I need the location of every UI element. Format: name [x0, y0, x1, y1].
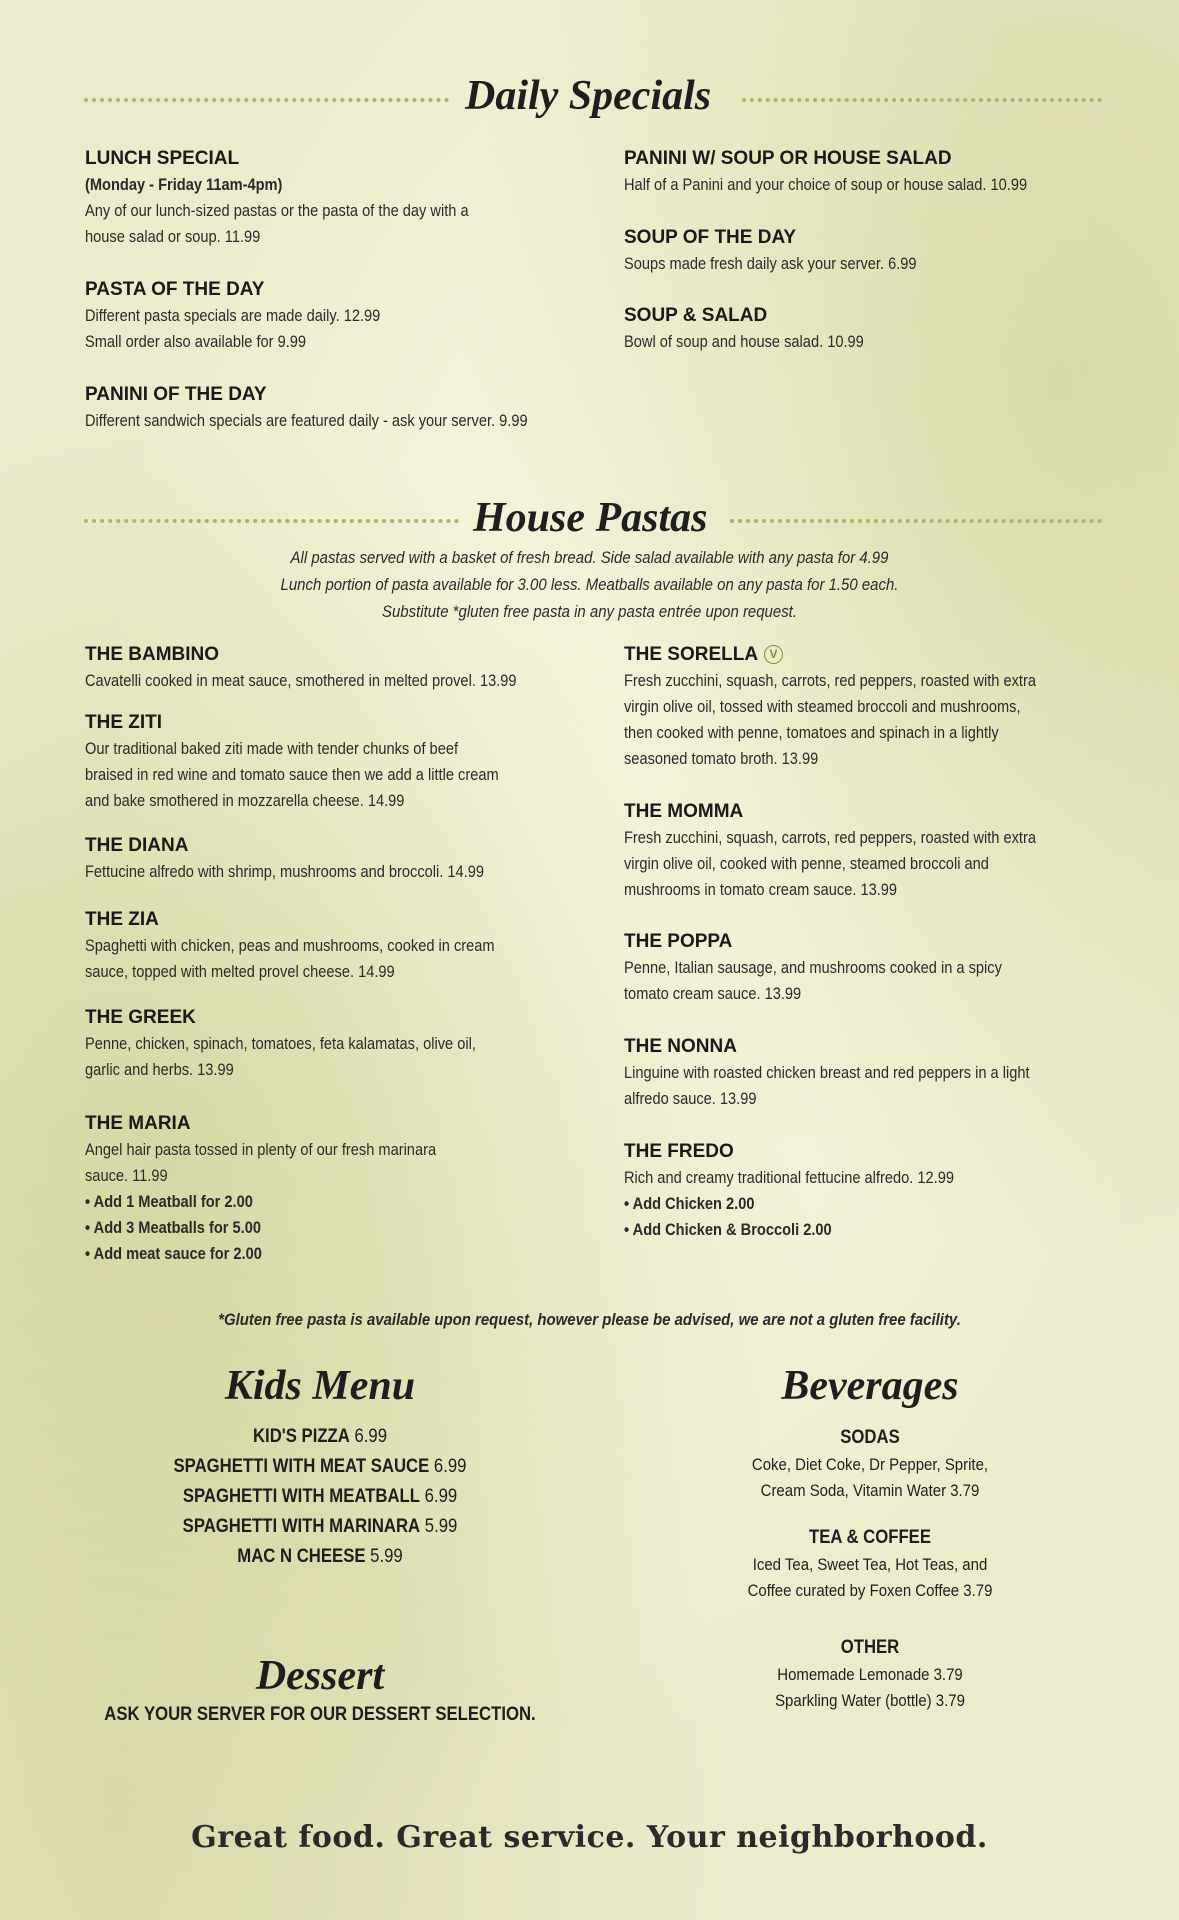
kids-menu-title: Kids Menu	[224, 1363, 416, 1409]
dessert-section	[70, 1648, 570, 1726]
kids-item: KID'S PIZZA 6.99	[252, 1426, 388, 1447]
divider-dots-right	[730, 519, 1102, 523]
pasta-greek: THE GREEK Penne, chicken, spinach, tomatoes, feta kalamatas, olive oil, garlic and herbs. 13.99	[85, 1007, 476, 1079]
panini-soup-salad: PANINI W/ SOUP OR HOUSE SALAD Half of a Panini and your choice of soup or house salad. 10.99	[624, 148, 1028, 194]
gluten-free-note: *Gluten free pasta is available upon request, however please be advised, we are not a gluten free facility.	[218, 1310, 961, 1329]
divider-dots-left	[84, 98, 449, 102]
pasta-of-the-day: PASTA OF THE DAY Different pasta specials are made daily. 12.99 Small order also available for 9.99	[85, 279, 381, 351]
kids-item: SPAGHETTI WITH MEATBALL 6.99	[182, 1486, 458, 1507]
lunch-special: LUNCH SPECIAL (Monday - Friday 11am-4pm) Any of our lunch-sized pastas or the pasta of the day with a house salad or soup. 11.99	[85, 148, 469, 246]
kids-menu-section	[120, 1356, 520, 1572]
pasta-ziti: THE ZITI Our traditional baked ziti made with tender chunks of beef braised in red wine and tomato sauce then we add a little cream and bake smothered in mozzarella cheese. 14.99	[85, 712, 499, 810]
pasta-poppa: THE POPPA Penne, Italian sausage, and mushrooms cooked in a spicy tomato cream sauce. 13.99	[624, 931, 1002, 1003]
kids-item: MAC N CHEESE 5.99	[237, 1546, 403, 1567]
beverage-group: SODAS Coke, Diet Coke, Dr Pepper, Sprite, Cream Soda, Vitamin Water 3.79	[751, 1427, 989, 1500]
pasta-maria: THE MARIA Angel hair pasta tossed in plenty of our fresh marinara sauce. 11.99 • Add 1 Meatball for 2.00 • Add 3 Meatballs for 5.00 • Add meat sauce for 2.00	[85, 1113, 437, 1263]
soup-and-salad: SOUP & SALAD Bowl of soup and house salad. 10.99	[624, 305, 864, 351]
pasta-intro: All pastas served with a basket of fresh bread. Side salad available with any pasta for 4.99 Lunch portion of pasta available for 3.00 less. Meatballs available on any pasta for 1.50 each. Substitute *gluten free pasta in any pasta entrée upon request.	[280, 548, 899, 621]
pasta-momma: THE MOMMA Fresh zucchini, squash, carrots, red peppers, roasted with extra virgin olive oil, cooked with penne, steamed broccoli and mushrooms in tomato cream sauce. 13.99	[624, 801, 1036, 899]
kids-item: SPAGHETTI WITH MEAT SAUCE 6.99	[173, 1456, 467, 1477]
divider-dots-left	[84, 519, 459, 523]
daily-specials-title: Daily Specials	[465, 73, 712, 119]
pasta-fredo: THE FREDO Rich and creamy traditional fettucine alfredo. 12.99 • Add Chicken 2.00 • Add Chicken & Broccoli 2.00	[624, 1141, 954, 1239]
kids-item: SPAGHETTI WITH MARINARA 5.99	[182, 1516, 458, 1537]
pasta-zia: THE ZIA Spaghetti with chicken, peas and mushrooms, cooked in cream sauce, topped with melted provel cheese. 14.99	[85, 909, 495, 981]
beverage-group: OTHER Homemade Lemonade 3.79 Sparkling Water (bottle) 3.79	[775, 1637, 965, 1710]
beverages-section	[670, 1356, 1070, 1714]
pasta-sorella: THE SORELLA V Fresh zucchini, squash, carrots, red peppers, roasted with extra virgin olive oil, tossed with steamed broccoli and mushrooms, then cooked with penne, tomatoes and spinach in a lightly seasoned tomato broth. 13.99	[624, 644, 1036, 768]
house-pastas-title: House Pastas	[473, 495, 708, 541]
beverage-group: TEA & COFFEE Iced Tea, Sweet Tea, Hot Teas, and Coffee curated by Foxen Coffee 3.79	[747, 1527, 993, 1600]
dessert-title: Dessert	[255, 1653, 385, 1699]
panini-of-the-day: PANINI OF THE DAY Different sandwich specials are featured daily - ask your server. 9.99	[85, 384, 528, 430]
pasta-nonna: THE NONNA Linguine with roasted chicken breast and red peppers in a light alfredo sauce. 13.99	[624, 1036, 1030, 1108]
tagline: Great food. Great service. Your neighborhood.	[191, 1820, 988, 1855]
beverages-title: Beverages	[781, 1363, 959, 1409]
pasta-diana: THE DIANA Fettucine alfredo with shrimp, mushrooms and broccoli. 14.99	[85, 835, 484, 881]
dessert-note: ASK YOUR SERVER FOR OUR DESSERT SELECTION.	[104, 1704, 536, 1725]
pasta-bambino: THE BAMBINO Cavatelli cooked in meat sauce, smothered in melted provel. 13.99	[85, 644, 517, 690]
vegetarian-icon: V	[764, 645, 783, 664]
divider-dots-right	[742, 98, 1102, 102]
soup-of-the-day: SOUP OF THE DAY Soups made fresh daily ask your server. 6.99	[624, 227, 917, 273]
